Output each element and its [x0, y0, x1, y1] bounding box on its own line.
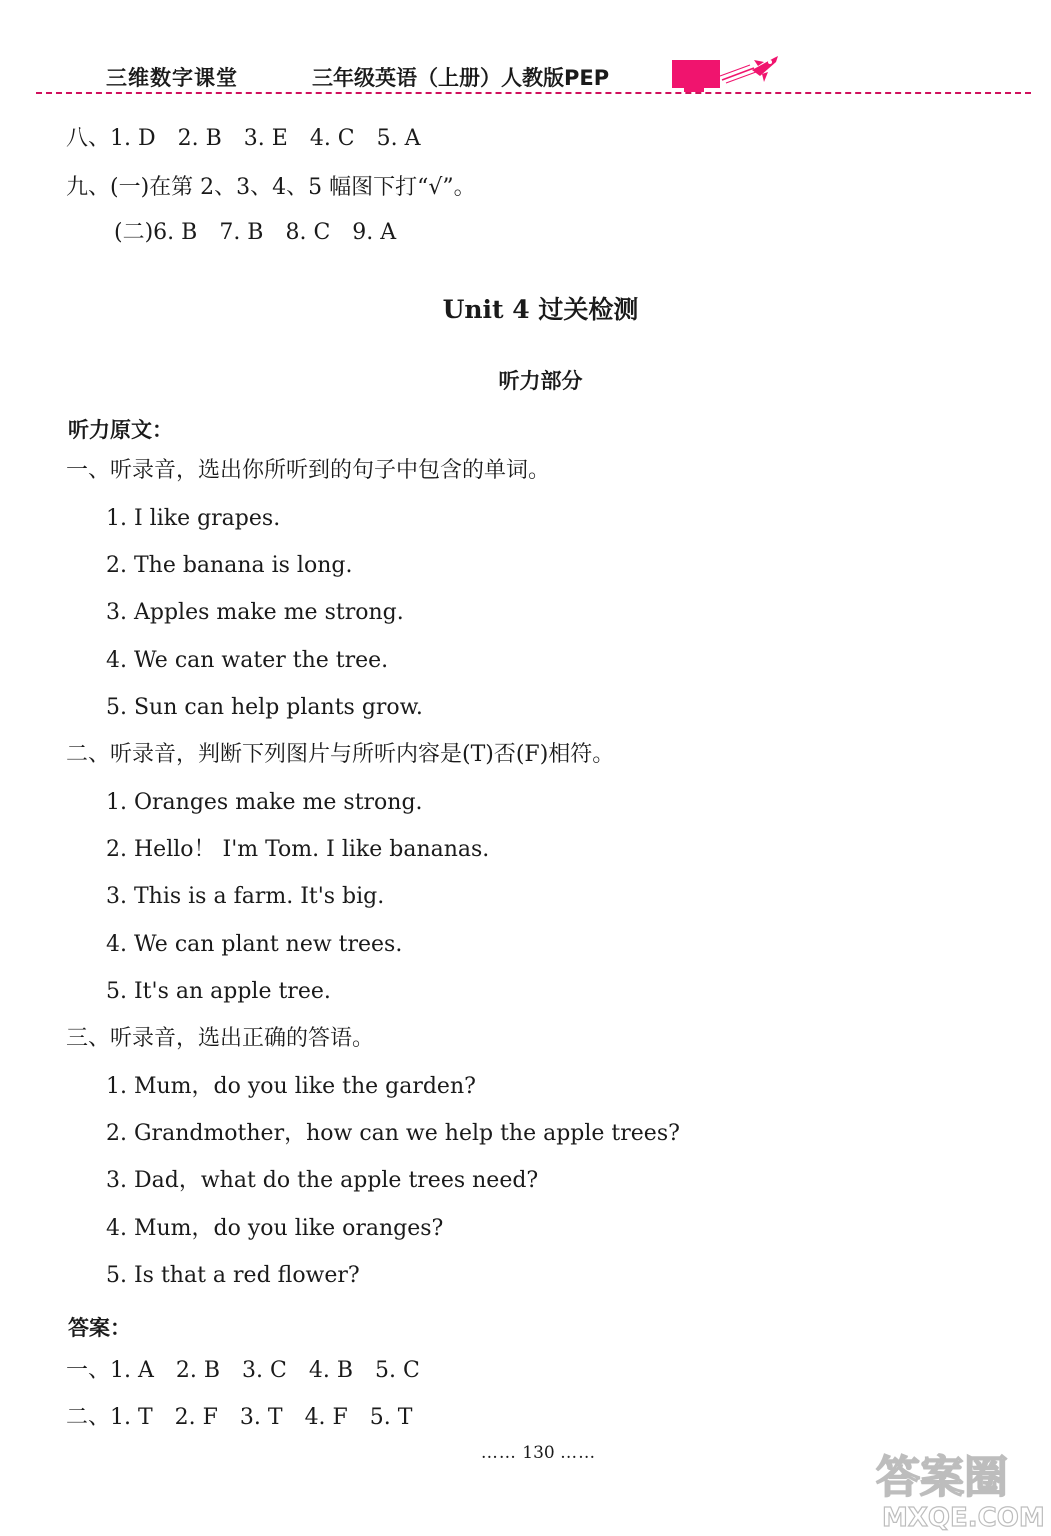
answer-line-2: 二、1. T 2. F 3. T 4. F 5. T	[66, 1405, 413, 1430]
watermark-text: 答案圈	[876, 1452, 1008, 1503]
list-item: 2. Hello！ I'm Tom. I like bananas.	[106, 837, 490, 862]
page-header	[0, 0, 1051, 100]
list-item: 3. This is a farm. It's big.	[106, 884, 385, 909]
list-item: 2. The banana is long.	[106, 553, 353, 578]
section-title: 听力部分	[498, 369, 583, 393]
answer-line-9-2: (二)6. B 7. B 8. C 9. A	[92, 220, 397, 245]
answer-line-1: 一、1. A 2. B 3. C 4. B 5. C	[66, 1358, 420, 1383]
list-item: 1. Mum，do you like the garden?	[106, 1074, 476, 1099]
header-color-block	[672, 60, 720, 88]
watermark-logo	[868, 1440, 1048, 1532]
brand-name: 三维数字课堂	[106, 66, 238, 90]
answer-line-9-1: 九、(一)在第 2、3、4、5 幅图下打“√”。	[66, 175, 476, 200]
footer-dots-left: ……	[480, 1443, 517, 1463]
page-number: 130	[522, 1443, 555, 1463]
footer-dots-right: ……	[560, 1443, 597, 1463]
rocket-icon	[718, 54, 782, 84]
list-item: 5. Sun can help plants grow.	[106, 695, 423, 720]
list-item: 5. Is that a red flower?	[106, 1263, 360, 1288]
answer-line-8: 八、1. D 2. B 3. E 4. C 5. A	[66, 126, 421, 151]
transcript-label: 听力原文：	[68, 418, 173, 442]
header-dashed-rule	[36, 92, 1031, 94]
list-item: 5. It's an apple tree.	[106, 979, 331, 1004]
list-item: 2. Grandmother，how can we help the apple trees?	[106, 1121, 680, 1146]
list-item: 1. Oranges make me strong.	[106, 790, 423, 815]
unit-title: Unit 4 过关检测	[442, 295, 639, 324]
watermark-url: MXQE.COM	[882, 1503, 1045, 1532]
list-item: 4. We can water the tree.	[106, 648, 389, 673]
part3-heading: 三、听录音，选出正确的答语。	[66, 1026, 375, 1051]
list-item: 1. I like grapes.	[106, 506, 281, 531]
list-item: 3. Dad，what do the apple trees need?	[106, 1168, 539, 1193]
book-title: 三年级英语（上册）人教版PEP	[312, 66, 610, 90]
list-item: 4. We can plant new trees.	[106, 932, 403, 957]
list-item: 4. Mum，do you like oranges?	[106, 1216, 444, 1241]
answers-label: 答案：	[68, 1316, 131, 1340]
part1-heading: 一、听录音，选出你所听到的句子中包含的单词。	[66, 458, 551, 483]
list-item: 3. Apples make me strong.	[106, 600, 404, 625]
part2-heading: 二、听录音，判断下列图片与所听内容是(T)否(F)相符。	[66, 742, 615, 767]
